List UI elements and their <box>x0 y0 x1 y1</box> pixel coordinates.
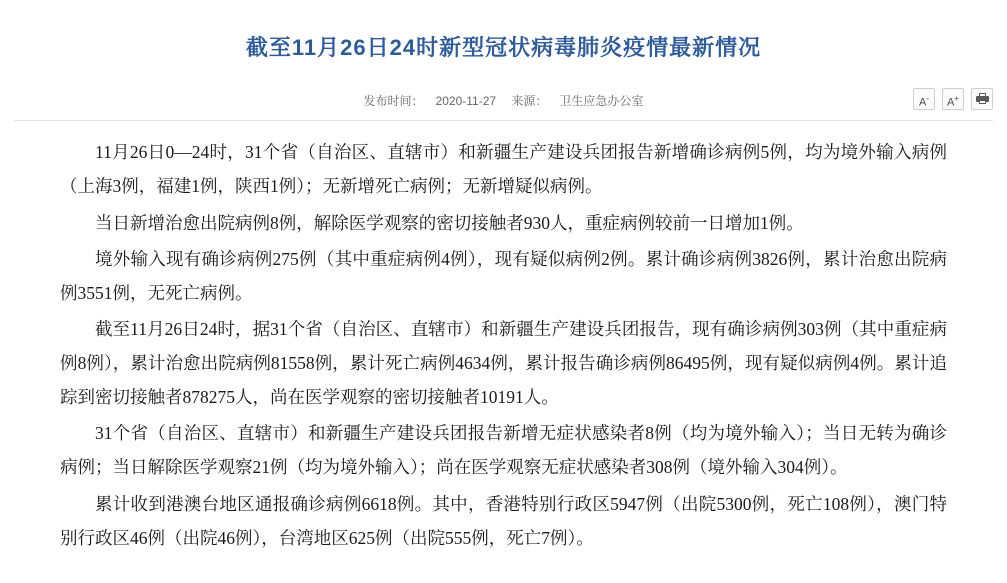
article-page <box>0 15 1007 583</box>
article-tools <box>913 88 993 110</box>
article-paragraph: 当日新增治愈出院病例8例，解除医学观察的密切接触者930人，重症病例较前一日增加1例。 <box>95 212 804 233</box>
increase-font-button[interactable] <box>942 88 964 110</box>
article-paragraph: 11月26日0—24时，31个省（自治区、直辖市）和新疆生产建设兵团报告新增确诊病例5例，均为境外输入病例（上海3例，福建1例，陕西1例）；无新增死亡病例；无新增疑似病例。 <box>60 142 947 197</box>
decrease-font-letter: A <box>918 96 927 109</box>
print-icon <box>976 93 989 104</box>
source-label: 来源： <box>511 94 548 109</box>
article-body <box>0 121 1007 555</box>
decrease-font-sign: - <box>926 94 929 104</box>
source-name: 卫生应急办公室 <box>559 94 644 109</box>
article-paragraph: 累计收到港澳台地区通报确诊病例6618例。其中，香港特别行政区5947例（出院5300例，死亡108例），澳门特别行政区46例（出院46例），台湾地区625例（出院555例，死亡7例）。 <box>60 493 947 548</box>
article-paragraph: 境外输入现有确诊病例275例（其中重症病例4例），现有疑似病例2例。累计确诊病例3826例，累计治愈出院病例3551例，无死亡病例。 <box>60 248 947 303</box>
article-paragraph: 31个省（自治区、直辖市）和新疆生产建设兵团报告新增无症状感染者8例（均为境外输入）；当日无转为确诊病例；当日解除医学观察21例（均为境外输入）；尚在医学观察无症状感染者308例（境外输入304例）。 <box>60 423 947 478</box>
publish-time-label: 发布时间： <box>363 94 424 109</box>
decrease-font-button[interactable] <box>913 88 935 110</box>
article-paragraph: 截至11月26日24时，据31个省（自治区、直辖市）和新疆生产建设兵团报告，现有确诊病例303例（其中重症病例8例），累计治愈出院病例81558例，累计死亡病例4634例，累计报告确诊病例86495例，现有疑似病例4例。累计追踪到密切接触者878275人，尚在医学观察的密切接触者10191人。 <box>60 318 947 408</box>
increase-font-sign: + <box>954 94 959 104</box>
article-meta-bar <box>0 86 1007 116</box>
increase-font-letter: A <box>946 96 955 109</box>
page-title: 截至11月26日24时新型冠状病毒肺炎疫情最新情况 <box>245 34 762 60</box>
print-button[interactable] <box>971 88 993 110</box>
meta-text <box>358 86 650 109</box>
publish-date: 2020-11-27 <box>435 94 497 109</box>
